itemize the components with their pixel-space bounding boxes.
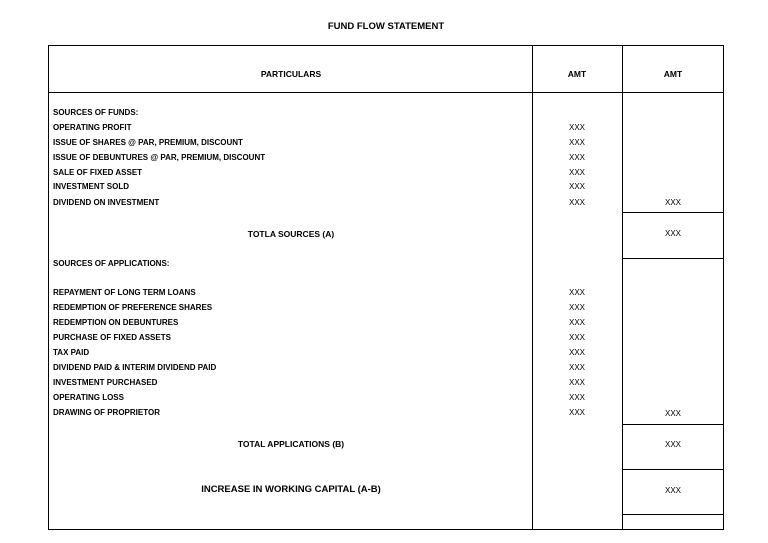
source-item-amt: XXX: [568, 182, 585, 191]
sources-sum-line-bottom: [622, 258, 724, 259]
working-capital-amt: XXX: [664, 486, 681, 495]
source-item-label: SALE OF FIXED ASSET: [53, 168, 143, 177]
source-item-label: ISSUE OF DEBUNTURES @ PAR, PREMIUM, DISCOUNT: [53, 153, 266, 162]
application-item-amt: XXX: [568, 348, 585, 357]
source-item-amt: XXX: [568, 198, 585, 207]
applications-sum-line-top: [622, 424, 724, 425]
source-item-label: DIVIDEND ON INVESTMENT: [53, 198, 160, 207]
source-item-amt: XXX: [568, 123, 585, 132]
total-applications-label: TOTAL APPLICATIONS (B): [237, 439, 345, 449]
application-item-label: DIVIDEND PAID & INTERIM DIVIDEND PAID: [53, 363, 217, 372]
applications-heading: SOURCES OF APPLICATIONS:: [53, 259, 170, 268]
application-item-amt: XXX: [568, 393, 585, 402]
application-item-label: REPAYMENT OF LONG TERM LOANS: [53, 288, 196, 297]
header-divider: [48, 92, 724, 93]
total-sources-label: TOTLA SOURCES (A): [247, 229, 335, 239]
application-item-label: TAX PAID: [53, 348, 90, 357]
source-item-amt: XXX: [568, 153, 585, 162]
application-item-amt: XXX: [568, 363, 585, 372]
application-item-label: OPERATING LOSS: [53, 393, 124, 402]
application-item-label: DRAWING OF PROPRIETOR: [53, 408, 160, 417]
source-item-amt: XXX: [568, 138, 585, 147]
application-item-amt: XXX: [568, 288, 585, 297]
source-item-label: OPERATING PROFIT: [53, 123, 132, 132]
source-item-amt: XXX: [568, 168, 585, 177]
source-item-label: INVESTMENT SOLD: [53, 182, 130, 191]
working-capital-label: INCREASE IN WORKING CAPITAL (A-B): [201, 484, 381, 495]
application-item-amt: XXX: [568, 378, 585, 387]
header-amt-2: AMT: [663, 69, 683, 79]
application-item-label: REDEMPTION ON DEBUNTURES: [53, 318, 179, 327]
source-item-label: ISSUE OF SHARES @ PAR, PREMIUM, DISCOUNT: [53, 138, 243, 147]
total-applications-amt: XXX: [664, 440, 681, 449]
column-divider-amt2: [622, 45, 623, 530]
document-title: FUND FLOW STATEMENT: [327, 21, 445, 32]
application-item-amt: XXX: [568, 408, 585, 417]
application-item-amt: XXX: [568, 303, 585, 312]
total-sources-amt: XXX: [664, 229, 681, 238]
header-particulars: PARTICULARS: [260, 69, 322, 79]
applications-subtotal-amt: XXX: [664, 409, 681, 418]
header-amt-1: AMT: [567, 69, 587, 79]
sources-subtotal-amt: XXX: [664, 198, 681, 207]
result-line-bottom: [622, 514, 724, 515]
applications-sum-line-bottom: [622, 469, 724, 470]
application-item-label: REDEMPTION OF PREFERENCE SHARES: [53, 303, 213, 312]
sources-heading: SOURCES OF FUNDS:: [53, 108, 139, 117]
application-item-amt: XXX: [568, 318, 585, 327]
application-item-label: PURCHASE OF FIXED ASSETS: [53, 333, 171, 342]
sources-sum-line-top: [622, 212, 724, 213]
application-item-amt: XXX: [568, 333, 585, 342]
application-item-label: INVESTMENT PURCHASED: [53, 378, 158, 387]
